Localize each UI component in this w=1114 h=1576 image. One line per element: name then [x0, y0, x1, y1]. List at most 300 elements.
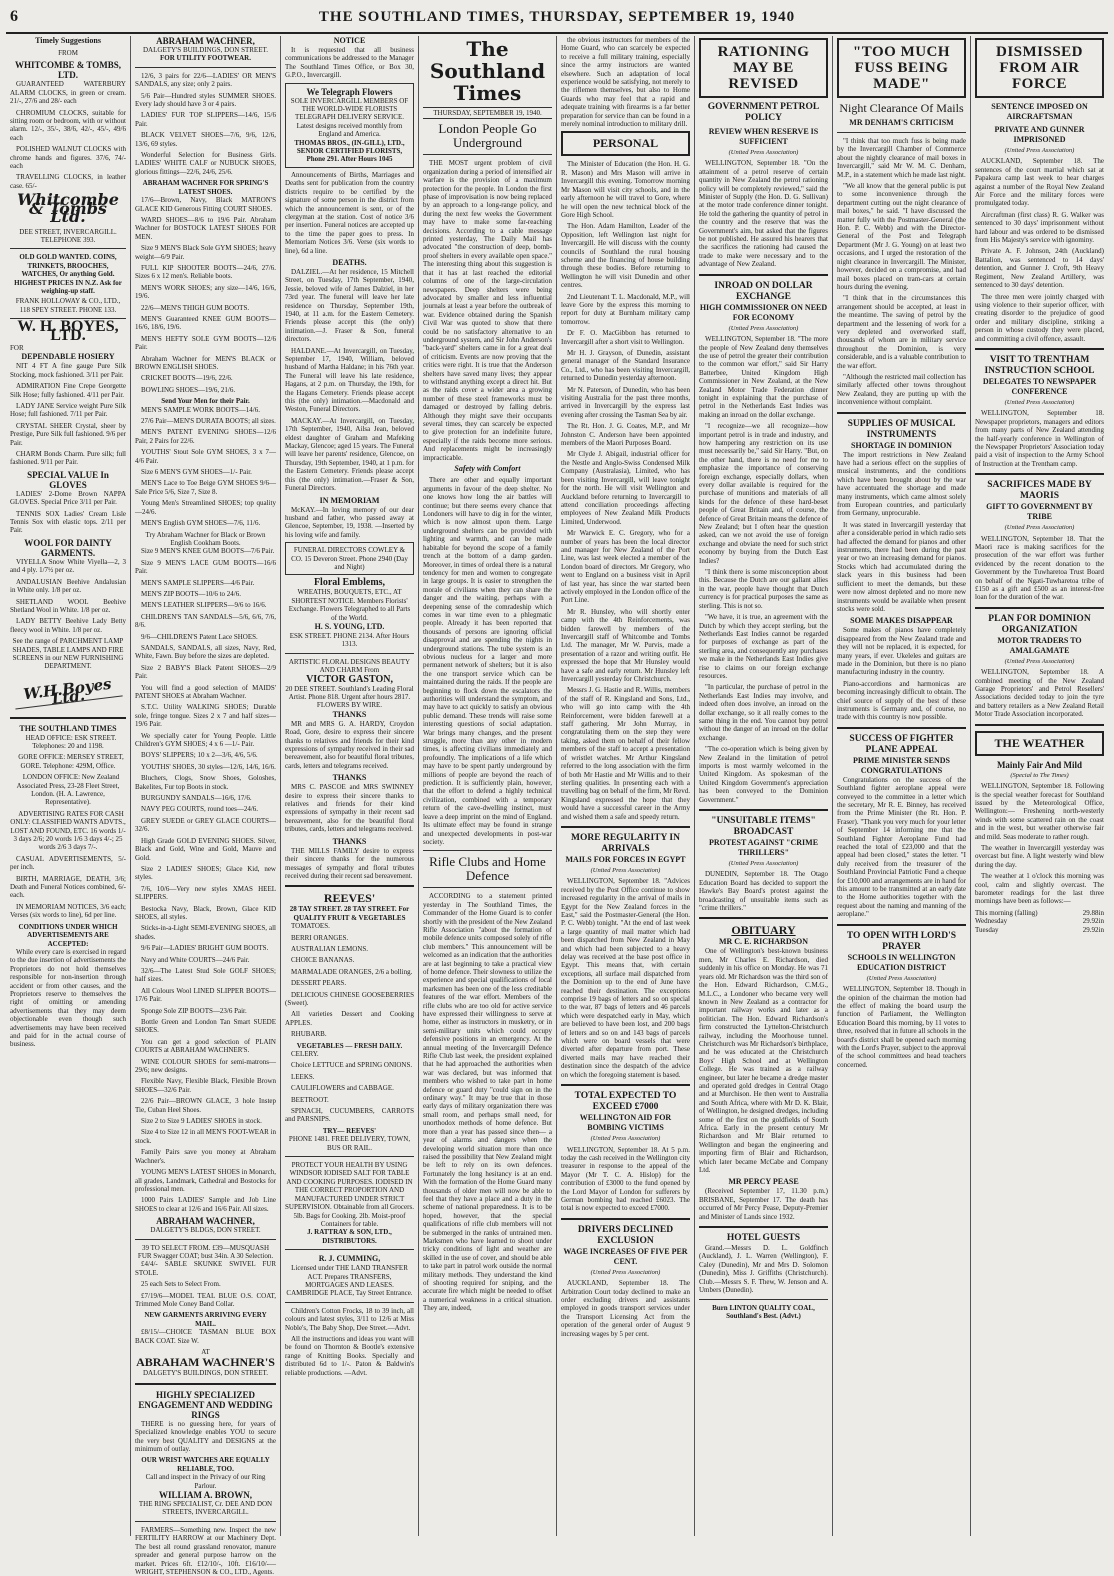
- exchange-paragraph: "In particular, the purchase of petrol in the Netherlands East Indies may involve, and indeed often does involve, an inroad on the dollar exchange, so it all really comes to the same thing in the end. You cannot buy petrol without the danger of an inroad on the dollar exchange.: [699, 683, 828, 742]
- footwear-line: CHILDREN'S TAN SANDALS—5/6, 6/6, 7/6, 8/6.: [135, 612, 276, 630]
- office-info: LONDON OFFICE: New Zealand Associated Press, 23-28 Fleet Street, London. (H. A. Lawrence, Representative).: [16, 773, 120, 807]
- night-clearance: Night Clearance Of Mails: [839, 101, 964, 115]
- wellington-aid: WELLINGTON AID FOR BOMBING VICTIMS: [579, 1113, 672, 1133]
- footwear-line: Bestocka Navy, Black, Brown, Glace KID SHOES, all styles.: [135, 904, 276, 921]
- barometer-value: 29.92in: [1082, 925, 1104, 934]
- safety-subhead: Safety with Comfort: [454, 464, 521, 474]
- footwear-line: S.T.C. Utility WALKING SHOES; Durable sole, fringe tongue. Sizes 2 x 7 and half sizes—19/6 Pair.: [135, 703, 276, 729]
- floral-heading: Floral Emblems,: [313, 577, 386, 589]
- motor-subhead: MOTOR TRADERS TO AMALGAMATE: [997, 635, 1082, 655]
- personal-paragraph: The Rt. Hon. J. G. Coates, M.P., and Mr Johnston C. Anderson have been appointed members of the Maori Purposes Board.: [561, 422, 690, 448]
- footwear-line: BOYS' SLIPPERS; 10 x 2—3/6, 4/6, 5/6.: [141, 751, 258, 760]
- notice-text: It is requested that all business communications be addressed to the Manager The Southland Times Office, or Box 30, G.P.O., Invercargill.: [285, 46, 414, 80]
- barometer-value: 29.92in: [1082, 917, 1104, 926]
- fur-line: £7/19/6—MODEL TEAL BLUE O.S. COAT, Trimmed Mole Coney Band Collar.: [135, 1291, 276, 1308]
- personal-paragraph: Mr N. Paterson, of Dunedin, who has been visiting Australia for the past three months, arrived in Invercargill by the express last evening after crossing the Tasman Sea by air.: [561, 385, 690, 419]
- produce-item: DESSERT PEARS.: [291, 979, 347, 988]
- plan-text: WELLINGTON, September 18. A combined meeting of the New Zealand Garage Proprietors' and Petrol Resellers' Associations decided today to join the tyre and battery retailers as a New Zealand Retail Motor Trade Association incorporated.: [975, 668, 1104, 719]
- footwear-line: LADIES' FUR TOP SLIPPERS—14/6, 15/6 Pair.: [135, 111, 276, 128]
- press-credit: (United Press Association): [1004, 657, 1075, 665]
- office-info: GORE OFFICE: MERSEY STREET, GORE. Telephone: 429M, Office.: [18, 753, 124, 770]
- special-value-heading: SPECIAL VALUE In GLOVES: [27, 469, 109, 490]
- instruments-text: The import restrictions in New Zealand have had a serious effect on the supplies of musical instruments, and the conditions which have been brought about by the war have accentuated the shortage and made many instruments, which came almost solely from European countries, and particularly from Germany, unprocurable.: [837, 450, 966, 518]
- regularity-headline: MORE REGULARITY IN ARRIVALS: [571, 832, 680, 854]
- forecast-text: WELLINGTON, September 18. Following is the special weather forecast for Southland issued by the Meteorological Office, Wellington:— Freshening north-westerly winds with some scattered rain on the coast and in the west, but weather otherwise fair and mild. Seas moderate to rather rough.: [975, 782, 1104, 841]
- footwear-line: Size 2 to Size 9 LADIES' SHOES in stock.: [141, 1117, 262, 1126]
- press-credit: (United Press Association): [590, 866, 661, 874]
- prayer-text: WELLINGTON, September 18. Though in the opinion of the chairman the motion had the effect of making the board usurp the function of Parliament, the Wellington Education Board this morning, by 11 votes to three, resolved that in future all schools in the board's district shall be opened each morning with the Lord's Prayer, subject to the approval of the school committees and head teachers concerned.: [837, 985, 966, 1069]
- footwear-line: MEN'S SAMPLE WORK BOOTS—14/6.: [141, 405, 260, 414]
- personal-paragraph: Mr Clyde J. Abigail, industrial officer for the Nestle and Anglo-Swiss Condensed Milk Company (Australasia), Limited, who has been visiting Invercargill, will leave tonight for the north. He will visit Wellington and Auckland before returning to Invercargill to attend conciliation proceedings affecting employees of New Zealand Milk Products Limited, Underwood.: [561, 450, 690, 526]
- wage-subhead: WAGE INCREASES OF FIVE PER CENT.: [563, 1246, 688, 1266]
- wool-item: SHETLAND WOOL Beehive Shetland Wool in White. 1/8 per oz.: [10, 597, 126, 614]
- fur-line: £8/15/—CHOICE TASMAN BLUE BOX BACK COAT. Size W.: [135, 1328, 276, 1345]
- footwear-line: Family Pairs save you money at Abraham Wachner's.: [135, 1148, 276, 1165]
- clock-ad: TRAVELLING CLOCKS, in leather case. 65/-: [10, 173, 126, 190]
- death-notice: DALZIEL.—At her residence, 15 Mitchell Street, on Tuesday, 17th September, 1940, Jessie, beloved wife of James Dalziel, in her 73rd year. The funeral will leave her late residence on Thursday, September 19th, 1940, at 11 a.m. for the Eastern Cemetery. Friends please accept this (the only) intimation.—J. Fraser & Son, funeral directors.: [285, 267, 414, 344]
- ring-parlour: Call and inspect in the Privacy of our Ring Parlour.: [145, 1473, 266, 1490]
- press-credit: (United Press Association): [1004, 147, 1075, 154]
- wool-item: VIYELLA Snow White Viyella—2, 3 and 4 ply. 1/7½ per oz.: [10, 557, 126, 575]
- produce-item: RHUBARB.: [291, 1030, 327, 1039]
- mails-text: WELLINGTON, September 18. "Advices received by the Post Office continue to show increased regularity in the arrival of mails in Egypt for the New Zealand forces in the East," said the Postmaster-General (the Hon. P. C. Webb) tonight. "At the end of last week a large quantity of mail matter which had been dispatched from New Zealand in May and which had been subjected to a heavy delay was received at the base post office in Egypt. This means that, with certain exceptions, all surface mail dispatched from the Dominion up to the end of June have reached their destination. The exceptions comprise 19 bags of letters and so on special to the war, 87 bags of letters and 46 parcels which were despatched early in May, which are believed to have been lost, and 200 bags of letters and so on and 143 bags of parcels which were on board vessels that were diverted after departure from port. These diverted mails may have reached their destination since the despatch of the advice on which the foregoing statement is based.: [561, 877, 690, 1079]
- press-credit: (United Press Association): [590, 1268, 661, 1276]
- footwear-line: BLACK VELVET SHOES—7/6, 9/6, 12/6, 13/6, 69 styles.: [135, 131, 276, 148]
- footwear-line: 17/6—Brown, Navy, Black MATRON'S GLACE KID Generous Fitting COURT SHOES.: [135, 196, 276, 213]
- footwear-line: MEN'S Guaranteed KNEE GUM BOOTS—16/6, 18/6, 19/6.: [135, 314, 276, 332]
- total-headline: TOTAL EXPECTED TO EXCEED £7000: [574, 1091, 677, 1113]
- southland-times-logo: The Southland Times: [429, 37, 546, 105]
- yesterday-weather: The weather in Invercargill yesterday was overcast but fine. A light westerly wind blew during the day.: [975, 843, 1104, 869]
- footwear-line: 27/6 Pair—MEN'S DURATA BOOTS; all sizes.: [141, 417, 276, 426]
- makes-text: Piano-accordions and harmonicas are becoming increasingly difficult to obtain. The chief source of supply of the best of these instruments is Germany and, of course, no trade with this country is now possible.: [837, 679, 966, 722]
- rattray-name: J. RATTRAY & SON, LTD., DISTRIBUTORS.: [307, 1228, 392, 1245]
- hotel-text: Grand.—Messrs D. L. Goldfinch (Auckland), J. L. Warren (Wellington), F. Caley (Dunedin), Mr and Mrs D. Solomon (Dunedin), Miss J. Griffiths (Christchurch). Club.—Messrs S. F. Thew, W. Jenson and A. Umbers (Dunedin).: [699, 1244, 828, 1295]
- deaths-heading: DEATHS.: [332, 257, 367, 267]
- editorial-paragraph: ACCORDING to a statement printed yesterday in The Southland Times, the Commander of the Home Guard is to confer shortly with the president of the New Zealand Rifle Association "about the formation of mobile defence units composed solely of rifle club members." This announcement will be welcomed as an indication that the authorities are at last beginning to take a practical view of home defence. Their slowness to utilize the experience and special qualifications of local marksmen has been one of the less creditable features of the war effort. Members of the rifle clubs who are too old for active service have expressed their willingness to serve at home, either as instructors in musketry, or in semi-military units which could occupy defensive positions in an emergency. At the annual meeting of the Invercargill Defence Rifle Club last week, the president explained that he had approached the authorities when war was declared, but was informed that members who wished to take part in home defence or guard duty "could sign on in the ordinary way." It may be true that in those early days of military organization there was small room, and perhaps small need, for unorthodox methods of home defence. But more than a year has passed since then— a year of alarms and dangers when the developing world situation more than once raised the possibility that New Zealand might be left to rely on its own defences. Fortunately the long hesitancy is at an end. With the formation of the Home Guard many thousands of older men will now be able to feel that they have a place and a duty in the scheme of national preparedness. It is to be hoped, however, that the special qualifications of rifle club members will not be submerged in the ranks of untrained men. Marksmen who have learned to shoot under tricky conditions of light and weather are skilled in the use of cover, and should be able to take part in patrol work outside the normal military methods. They understand the kind of shooting required for sniping, and the accurate fire which might be needed to offset a numerical weakness in a critical situation. They are, indeed,: [423, 892, 552, 1313]
- memoriam-heading: IN MEMORIAM: [319, 495, 380, 505]
- barometer-intro: The weather at 1 o'clock this morning was cool, calm and slightly overcast. The barometer readings for the last three mornings have been as follows:—: [975, 872, 1104, 906]
- timely-heading: Timely Suggestions: [35, 36, 101, 45]
- fuss-headline: "TOO MUCH FUSS BEING MADE": [837, 38, 966, 98]
- announcement-rules: Announcements of Births, Marriages and Deaths sent for publication from the country districts require to be certified by the signature of some person in the district from which the announcement is sent, or of the clergyman at the station. Cost of notice 3/6 per insertion. Funeral notices are accepted up to the time the paper goes to press. In Memoriam Notices 3/6. Verse (six words to line), 6d a line.: [285, 170, 414, 255]
- frank-holloway: FRANK HOLLOWAY & CO., LTD., 118 SPEY STREET. PHONE 133.: [15, 297, 121, 314]
- young-address: ESK STREET. PHONE 2134. After Hours 1313.: [289, 631, 410, 649]
- success-text: Congratulations on the success of the Southland fighter aeroplane appeal were conveyed to the committee in a letter which the secretary, Mr R. E. Binney, has received from the Prime Minister (the Rt. Hon. P. Fraser). "Thank you very much for your letter of September 14 informing me that the Southland Fighter Aeroplane Fund had reached the total of £23,000 and that the appeal had been closed," states the letter. "I duly received from the treasurer of the Southland Provincial Patriotic Fund a cheque for £10,000 and arrangements are in hand for this amount to be transmitted at an early date to the Home authorities together with the request about the naming and manning of the aeroplane.": [837, 775, 966, 919]
- column-7: [833, 36, 971, 1536]
- denham-paragraph: "I think that too much fuss is being made by the Invercargill Chamber of Commerce about the nightly clearance of mail boxes in Invercargill," said Mr W. M. C. Denham, M.P., in a statement which he made last night.: [837, 137, 966, 179]
- vegetable-item: SPINACH, CUCUMBERS, CARROTS and PARSNIPS.: [285, 1107, 414, 1124]
- salt-ad: PROTECT YOUR HEALTH BY USING WINDSOR IODISED SALT FOR TABLE AND COOKING PURPOSES. IODISED IN THE CORRECT PROPORTION AND MANUFACTURED UNDER STRICT SUPERVISION. Obtainable from all Grocers. 5lb. Bags for Cooking. 2lb. Moist-proof Containers for table.: [285, 1161, 414, 1228]
- footwear-line: MEN'S WORK SHOES; any size—14/6, 16/6, 19/6.: [135, 283, 276, 301]
- victor-address: 20 DEE STREET. Southland's Leading Floral Artist. Phone 818. Urgent after hours 2817. FLOWERS BY WIRE.: [285, 684, 414, 710]
- footwear-line: MEN'S SAMPLE SLIPPERS—4/6 Pair.: [141, 578, 255, 587]
- vegetable-item: BEETROOT.: [291, 1095, 329, 1104]
- vegetable-list: [285, 1050, 414, 1124]
- barometer-label: This morning (falling): [975, 908, 1038, 917]
- wachner-address: DALGETY'S BUILDINGS, DON STREET.: [143, 46, 268, 54]
- private-subhead: PRIVATE AND GUNNER IMPRISONED: [994, 125, 1085, 144]
- press-credit: (United Press Association): [1004, 398, 1075, 406]
- clock-ad: POLISHED WALNUT CLOCKS with chrome hands and figures. 37/6, 74/- each: [10, 145, 126, 171]
- advertising-rates: ADVERTISING RATES FOR CASH ONLY: CLASSIFIED WANTS ADVTS., LOST AND FOUND, ETC. 16 words 1/- 3 days 2/6; 20 words 1/6 3 days 4/-; 25 words 2/6 3 days 7/-.: [10, 809, 126, 852]
- clock-ad: GUARANTEED WATERBURY ALARM CLOCKS, in green or cream. 21/-, 27/6 and 28/- each: [10, 80, 126, 106]
- thanks-heading: THANKS: [332, 773, 367, 783]
- brown-address: THE RING SPECIALIST, Cr. DEE AND DON STREETS, INVERCARGILL.: [138, 1500, 273, 1517]
- barometer-row: [975, 917, 1104, 925]
- footwear-line: Bottle Green and London Tan Smart SUEDE SHOES.: [135, 1018, 276, 1035]
- vegetables-heading: VEGETABLES — FRESH DAILY.: [296, 1041, 403, 1050]
- dollar-exchange-text: [699, 335, 828, 804]
- trentham-headline: VISIT TO TRENTHAM INSTRUCTION SCHOOL: [984, 354, 1095, 376]
- hotel-heading: HOTEL GUESTS: [726, 1233, 801, 1244]
- footwear-line: 32/6—The Latest Stud Sole GOLF SHOES; half sizes.: [135, 966, 276, 984]
- fur-select: 39 TO SELECT FROM. £39—MUSQUASH FUR Swagger COAT; bust 34in. A 30 Selection.: [137, 1243, 274, 1260]
- footwear-line: 9/6—CHILDREN'S Patent Lace SHOES.: [141, 632, 258, 641]
- footwear-line: Size 9 MEN'S LACE GUM BOOTS—16/6 Pair.: [135, 558, 276, 576]
- footwear-line: Sticks-in-a-Light SEMI-EVENING SHOES, all shades.: [135, 924, 276, 941]
- column-2: [131, 36, 281, 1576]
- high-commissioner-subhead: HIGH COMMISSIONER ON NEED FOR ECONOMY: [699, 302, 828, 322]
- barometer-label: Tuesday: [975, 925, 999, 934]
- try-wachner: Try Abraham Wachner for Black or Brown English Cookham Boots.: [145, 530, 266, 547]
- footwear-line: 22/6—MEN'S THIGH GUM BOOTS.: [141, 303, 250, 312]
- footwear-line: High Grade GOLD EVENING SHOES. Silver, Black and Gold, Wine and Gold, Mauve and Gold.: [135, 836, 276, 862]
- reeves-name: REEVES': [323, 891, 376, 906]
- footwear-line: Size 9 MEN'S KNEE GUM BOOTS—7/6 Pair.: [141, 547, 275, 556]
- whitcombe-telephone: TELEPHONE 393.: [40, 235, 96, 244]
- hosiery-heading: DEPENDABLE HOSIERY: [21, 352, 115, 362]
- column-4: [419, 36, 557, 1536]
- old-gold-ad: OLD GOLD WANTED. COINS, TRINKETS, BROOCHES, WATCHES, Or anything Gold. HIGHEST PRICES IN N.Z. Ask for weighing-up staff.: [14, 253, 122, 295]
- footwear-line: MEN'S ZIP BOOTS—10/6 to 24/6.: [141, 589, 241, 598]
- personal-paragraph: The Hon. Adam Hamilton, Leader of the Opposition, left Wellington last night for Invercargill. He will discuss with the county councils of Southland the rural housing scheme and the financing of house building through these bodies. Before returning to Wellington he will visit Dunedin and other centres.: [561, 222, 690, 290]
- conditions-heading: CONDITIONS UNDER WHICH ADVERTISEMENTS ARE ACCEPTED:: [18, 922, 118, 948]
- new-garments: NEW GARMENTS ARRIVING EVERY MAIL.: [144, 1311, 267, 1328]
- vegetable-item: CAULIFLOWERS and CABBAGE.: [291, 1084, 394, 1093]
- brown-name: WILLIAM A. BROWN,: [158, 1490, 252, 1501]
- makes-subhead: SOME MAKES DISAPPEAR: [850, 616, 953, 626]
- utility-footwear: FOR UTILITY FOOTWEAR.: [160, 54, 251, 63]
- pease-text: (Received September 17, 11.30 p.m.) BRISBANE, September 17. The death has occurred of Mr Percy Pease, Deputy-Premier and Minister of Lands since 1932.: [699, 1187, 828, 1221]
- personal-paragraph: 2nd Lieutenant T. L. Macdonald, M.P., will leave Gore by the express this morning to report for duty at Burnham military camp tomorrow.: [561, 292, 690, 326]
- footwear-line: WINE COLOUR SHOES for semi-matrons—29/6; new designs.: [135, 1057, 276, 1075]
- wachner-heading: ABRAHAM WACHNER,: [156, 36, 255, 46]
- reeves-phone: PHONE 1481. FREE DELIVERY, TOWN, BUS OR RAIL.: [288, 1135, 411, 1152]
- office-info: HEAD OFFICE: ESK STREET. Telephones: 20 and 1198.: [25, 733, 117, 750]
- editorial-continuation: the obvious instructors for members of the Home Guard, who can scarcely be expected to receive a full military training, especially since the army instructors are wanted elsewhere. Such an adaptation of local experience would be satisfying, not merely to the riflemen themselves, but also to Home Guards who may feel that a rapid and adequate training with firearms is a far better preparation for service than can be found in a merely nominal introduction to military drill.: [561, 36, 690, 129]
- thomas-bros: THOMAS BROS., (IN-GILL), LTD., SENIOR CERTIFIED FLORISTS, Phone 291. After Hours 1045: [294, 138, 405, 164]
- hosiery-item: NIT 4 FT A fine gauge Pure Silk Stocking, mock fashioned. 3/11 per Pair.: [10, 362, 126, 379]
- inroad-headline: INROAD ON DOLLAR EXCHANGE: [714, 280, 813, 302]
- wrist-watches: OUR WRIST WATCHES ARE EQUALLY RELIABLE, TOO.: [141, 1456, 270, 1473]
- denham-subhead: MR DENHAM'S CRITICISM: [849, 118, 954, 127]
- footwear-line: YOUTHS' SHOES, 30 styles—12/6, 14/6, 16/6.: [141, 762, 276, 771]
- page-masthead: [6, 8, 1108, 34]
- footwear-line: You will find a good selection of MAIDS' PATENT SHOES at Abraham Wachner.: [135, 683, 276, 700]
- rings-heading: HIGHLY SPECIALIZED ENGAGEMENT AND WEDDING RINGS: [138, 1389, 273, 1420]
- reeves-address: 28 TAY STREET. 28 TAY STREET. For QUALITY FRUIT & VEGETABLES: [289, 905, 410, 922]
- column-1: [6, 36, 131, 1536]
- clock-ads: [10, 80, 126, 190]
- footwear-line: Sponge Sole ZIP BOOTS—23/6 Pair.: [141, 1006, 247, 1015]
- thanks-notice: MR and MRS G. A. HARDY, Croydon Road, Gore, desire to express their sincere thanks to relatives and friends for their kind expressions of sympathy received in their sad bereavement, also for beautiful floral tributes, cards, letters and telegrams received.: [285, 719, 414, 770]
- footwear-line: Size 2 LADIES' SHOES; Glace Kid, new styles.: [135, 864, 276, 882]
- plan-headline: PLAN FOR DOMINION ORGANIZATION: [988, 613, 1091, 635]
- personal-paragraph: The Minister of Education (the Hon. H. G. R. Mason) and Mrs Mason will arrive in Invercargill this evening. Tomorrow morning Mr Mason will visit city schools, and in the early afternoon he will travel to Gore, where he will open the new technical block of the Gore High School.: [561, 160, 690, 219]
- maoris-headline: SACRIFICES MADE BY MAORIS: [987, 480, 1092, 502]
- gift-subhead: GIFT TO GOVERNMENT BY TRIBE: [986, 502, 1093, 522]
- birth-rates: BIRTH, MARRIAGE, DEATH, 3/6; Death and Funeral Notices combined, 6/- each.: [10, 874, 126, 900]
- wool-item: LADY BETTY Beehive Lady Betty fleecy wool in White. 1/8 per oz.: [10, 617, 126, 634]
- wachner-address-2: DALGETY'S BLDGS, DON STREET.: [150, 1226, 261, 1235]
- success-headline: SUCCESS OF FIGHTER PLANE APPEAL: [849, 733, 954, 755]
- personal-paragraph: Mr Warwick E. C. Gregory, who for a number of years has been the local director and manager for New Zealand of the Port Line, was last week elected a member of the London board of directors. Mr Gregory, who went to England on a business visit in April of last year, has since the war started been actively employed in the London office of the Port Line.: [561, 529, 690, 605]
- footwear-line: BURGUNDY SANDALS—16/6, 17/6.: [141, 794, 252, 803]
- footwear-line: YOUTHS' Stout Sole GYM SHOES, 3 x 7—4/6 Pair.: [135, 448, 276, 465]
- footwear-line: YOUNG MEN'S LATEST SHOES in Monarch, all grades, Landmark, Cathedral and Bostocks for professional men.: [135, 1168, 276, 1193]
- whitcombe-logo: Whitcombe & Tombs Ltd.: [17, 190, 119, 227]
- makes-text: Some makes of pianos have completely disappeared from the New Zealand trade and they will not be replaced, it is expected, for many years, if ever. Ukeleles and guitars are made in the Dominion, but there is no piano manufacturing industry in the country.: [837, 626, 966, 677]
- denham-paragraph: "I think that in the circumstances this arrangement should be accepted, at least in the meantime. The saving of petrol by the department and the lessening of work for a very depleted and overworked staff, thousands of whom are in military service throughout the Dominion, is very considerable, and is a valuable contribution to the war effort.: [837, 294, 966, 370]
- vegetable-item: Choice LETTUCE and SPRING ONIONS.: [291, 1061, 413, 1070]
- personal-heading: PERSONAL: [561, 131, 690, 156]
- telegraph-text: SOLE INVERCARGILL MEMBERS OF THE WORLD-WIDE FLORISTS TELEGRAPH DELIVERY SERVICE. Latest designs received monthly from England and America.: [290, 96, 409, 139]
- exchange-paragraph: "We have, it is true, an agreement with the Dutch by which they accept sterling, but the Netherlands East Indies cannot be regarded for purposes of exchange as part of the sterling area, and consequently any purchases we make in the Netherlands East Indies give rise to claims on our foreign exchange resources.: [699, 613, 828, 680]
- pease-name: MR PERCY PEASE: [728, 1177, 799, 1187]
- produce-item: BERRI ORANGES.: [291, 933, 349, 942]
- schools-subhead: SCHOOLS IN WELLINGTON EDUCATION DISTRICT: [847, 952, 956, 972]
- footwear-line: MEN'S PATENT EVENING SHOES—12/6 Pair, 2 Pairs for 22/6.: [135, 428, 276, 445]
- footwear-line: 9/6 Pair—LADIES' BRIGHT GUM BOOTS.: [141, 944, 269, 953]
- thanks-heading: THANKS: [332, 836, 367, 846]
- footwear-line: SANDALS, SANDALS, all sizes, Navy, Red, White, Fawn. Buy before the sizes are depleted.: [135, 643, 276, 661]
- footwear-line: WARD SHOES—8/6 to 19/6 Pair. Abraham Wachner for BOSTOCK LATEST SHOES FOR MEN.: [135, 215, 276, 241]
- obituary-text: One of Wellington's best-known business men, Mr Charles E. Richardson, died suddenly in his office on Monday. He was 71 years old. Mr Richardson was the third son of the Hon. Edward Richardson, C.M.G., M.L.C., a Londoner who became very well known in New Zealand as a contractor for important railway works and later as a politician. The Hon. Edward Richardson's firm constructed the Lyttelton-Christchurch railway, including the Moorhouse tunnel. Christchurch was Mr Richardson's birthplace, and he was educated at the Christchurch Boys' High School and at Wellington College. He was trained as a railway engineer, but later he became a dredge master and operated gold dredges in Central Otago and at Murchison. He then went to Australia and South Africa, where with Mr D. K. Blair, of Wellington, he designed dredges, including some of the first on the goldfields of South Africa. Early in the present century Mr Richardson and Mr Blair returned to Wellington and began the engineering and importing firm of Blair and Richardson, which later became McCabe and Company Ltd.: [699, 947, 828, 1175]
- hosiery-item: CRYSTAL SHEER Crystal, sheer by Prestige, Pure Silk full fashioned. 9/6 per Pair.: [10, 421, 126, 447]
- dismissed-headline: DISMISSED FROM AIR FORCE: [975, 38, 1104, 98]
- press-credit: (United Press Association): [728, 149, 799, 156]
- cowley-ad: FUNERAL DIRECTORS COWLEY & CO. 15 Deveron Street. Phone 2940 (Day and Night): [285, 542, 414, 575]
- footwear-line: MEN'S English GYM SHOES—7/6, 11/6.: [141, 519, 261, 528]
- whitcombe-address: DEE STREET, INVERCARGILL.: [19, 227, 117, 236]
- rifle-headline: Rifle Clubs and Home Defence: [429, 854, 546, 884]
- denham-text: [837, 137, 966, 407]
- exchange-paragraph: "I think there is some misconception about this. Because the Dutch are our gallant allies in the war, people have thought that Dutch currency is for practical purposes the same as sterling. This is not so.: [699, 568, 828, 610]
- boyes-name: W. H. BOYES, LTD.: [17, 318, 119, 344]
- footwear-line: 5/6 Pair—Hundred styles SUMMER SHOES. Every lady should have 3 or 4 pairs.: [135, 91, 276, 109]
- coal-ad: Burn LINTON QUALITY COAL, Southland's Best. (Advt.): [712, 1303, 815, 1320]
- boyes-logo: W.H.Boyes Ltd.: [13, 678, 122, 709]
- aid-text: WELLINGTON, September 18. At 5 p.m. today the cash received in the Wellington city treasurer in response to the appeal of the Mayor (Mr T. C. A. Hislop) for the contribution of £3000 to the fund opened by the Lord Mayor of London for sufferers by German bombing had reached £6023. The total is now expected to exceed £7000.: [561, 1145, 690, 1213]
- southland-times-heading: THE SOUTHLAND TIMES: [19, 723, 117, 733]
- produce-item: MARMALADE ORANGES, 2/6 a bolling.: [291, 967, 413, 976]
- london-headline: London People Go Underground: [438, 121, 537, 151]
- footwear-line: MEN'S HEFTY SOLE GYM BOOTS—12/6 Pair.: [135, 334, 276, 352]
- footwear-line: Bluchers, Clogs, Snow Shoes, Goloshes, Bakelites, Fur top Boots in stock.: [135, 774, 276, 791]
- mainly-fair: Mainly Fair And Mild: [996, 759, 1083, 770]
- footwear-line: Wonderful Selection for Business Girls. LADIES' WHITE CALF or NUBUCK SHOES, glorious fittings—22/6, 24/6, 25/6.: [135, 151, 276, 176]
- supplies-headline: SUPPLIES OF MUSICAL INSTRUMENTS: [847, 418, 956, 440]
- cumming-text: Licensed under THE LAND TRANSFER ACT. Prepares TRANSFERS, MORTGAGES AND LEASES. CAMBRIDGE PLACE, Tay Street Entrance.: [286, 1264, 413, 1298]
- vegetable-item: LEEKS.: [291, 1072, 315, 1081]
- at-label: AT: [201, 1348, 210, 1356]
- editorial-paragraph: There are other and equally important arguments in favour of the deep shelter. No one knows how long the air battles will continue; but there seems every chance that Londoners will have to dig in for the winter, which is now almost upon them. Large underground shelters can be provided with lighting and warmth, and can be made habitable for beyond the scope of a family trench at the bottom of a damp garden. Moreover, in times of ordeal there is a natural tendency for men and women to congregate in large groups. It is easier to strengthen the morale of civilians when they can share the danger and the waiting, perhaps with a deepening sense of the comradeship which comes in war time even to a phlegmatic people. Already it has been reported that thousands of persons are ignoring official disapproval and are spending the nights in underground stations. The tube system is an obvious nucleus for a larger and more permanent network of shelters; but it is also the one transport service which can be maintained during the raids. If the people are beginning to flock down the escalators the authorities will understand the symptom, and may have to act quickly to satisfy an obvious public demand. These trends will raise some interesting questions of social adaptation. War brings many changes, and the present struggle, more than any other in modern times, is affecting civilians immediately and profoundly. The implications of a life which may have to be spent partly underground by millions of people are beyond the reach of prediction. It is sufficiently plain, however, that the effort to defend a highly technical civilization, combined with a temporary return of the cave-dwelling instinct, must leave a deep imprint on the mind of England. Its ultimate effect may be found in strange and unexpected developments in post-war society.: [423, 476, 552, 846]
- obituary-heading: OBITUARY: [731, 923, 796, 938]
- wool-heading: WOOL FOR DAINTY GARMENTS.: [24, 537, 112, 558]
- footwear-line: MEN'S Lace to Toe Beige GYM SHOES 9/6—Sale Price 5/6, Size 7, Size 8.: [135, 479, 276, 496]
- gloves-item: TENNIS SOX Ladies' Cream Lisle Tennis Sox with elastic tops. 2/11 per Pair.: [10, 509, 126, 535]
- victor-name: VICTOR GASTON,: [306, 673, 393, 685]
- hosiery-item: ADMIRATION Fine Crepe Georgette Silk Hose; fully fashioned. 4/11 per Pair.: [10, 382, 126, 399]
- instruments-text: It was stated in Invercargill yesterday that after a considerable period in which radio sets had affected the demand for pianos and other instruments, there had been during the past year or two an increasing demand for pianos. Stocks which had accumulated during the slack years in this business had been sufficient to meet the demands, but these were now almost depleted and no more new instruments would be available when present stocks were sold.: [837, 520, 966, 613]
- frocks-ad: Children's Cotton Frocks, 18 to 39 inch, all colours and latest styles, 3/11 to 12/6 at Miss Noble's, The Baby Shop, Dee Street.—Advt.: [285, 1306, 414, 1332]
- footwear-line: You can get a good selection of PLAIN COURTS at ABRAHAM WACHNER'S.: [135, 1037, 276, 1055]
- unsuitable-text: DUNEDIN, September 18. The Otago Education Board has decided to support the Hawke's Bay Board's protest against the broadcasting of unsuitable items such as "crime thrillers.": [699, 870, 828, 913]
- court-martial-paragraph: Private A. F. Johnson, 24th (Auckland) Battalion, was sentenced to 14 days' detention, and Gunner J. Croft, 9th Heavy Regiment, New Zealand Artillery, was sentenced to 30 days' detention.: [975, 247, 1104, 290]
- barometer-value: 29.88in: [1082, 908, 1104, 917]
- sentence-subhead: SENTENCE IMPOSED ON AIRCRAFTSMAN: [991, 102, 1088, 121]
- spring-shoes: ABRAHAM WACHNER FOR SPRING'S LATEST SHOES.: [142, 179, 269, 196]
- boyes-for: FOR: [10, 343, 24, 352]
- barometer-label: Wednesday: [975, 917, 1008, 926]
- produce-item: AUSTRALIAN LEMONS.: [291, 944, 368, 953]
- footwear-line: Navy and White COURTS—24/6 Pair.: [141, 955, 250, 964]
- knitting-ad: All the instructions and ideas you want will be found on Thornton & Bootle's extensive range of Knitting Books. Specially and distributed 6d to 1/-. Paton & Baldwin's reliable productions. —Advt.: [285, 1334, 414, 1377]
- personal-paragraph: Mr R. Hunsley, who will shortly enter camp with the 4th Reinforcements, was bidden farewell by members of the Invercargill staff of Whitcombe and Tombs Ltd. The manager, Mr W. Purvis, made a presentation of a razor and writing outfit. He expressed the hope that Mr Hunsley would have a safe and early return. Mr Hunsley left Invercargill yesterday for Christchurch.: [561, 607, 690, 684]
- wachner-address-3: DALGETY'S BUILDINGS, DON STREET.: [143, 1369, 268, 1378]
- footwear-line: Abraham Wachner for MEN'S BLACK or BROWN ENGLISH SHOES.: [135, 354, 276, 371]
- footwear-line: BOWLING SHOES—19/6, 21/6.: [141, 385, 236, 394]
- footwear-list-3: [135, 406, 276, 528]
- footwear-line: Size 2 BABY'S Black Patent SHOES—2/9 Pair.: [135, 663, 276, 681]
- footwear-line: All Colours Wool LINED SLIPPER BOOTS—17/6 Pair.: [135, 986, 276, 1004]
- press-credit: (United Press Association): [728, 860, 799, 868]
- personal-paragraph: Dr F. O. MacGibbon has returned to Invercargill after a short visit to Wellington.: [561, 329, 690, 346]
- produce-item: CHOICE BANANAS.: [291, 956, 355, 965]
- editorial-paragraph: THE MOST urgent problem of civil organization during a period of intensified air warfare is the provision of a maximum protection for the people. In London the first phase of improvisation is now being replaced by an approach to a long-range policy, and during the next few weeks the Government may have to make some far-reaching decisions. According to a cable message printed yesterday, The Daily Mail has advocated "the construction of deep, bomb-proof shelters in every available open space." The interesting thing about this suggestion is that it has at last reached the editorial columns of one of the large-circulation newspapers. Deep shelters were being advocated by smaller and less influential journals at least a year before the outbreak of war. Evidence obtained during the Spanish Civil War was quoted to show that there could be no satisfactory alternative to an underground system, and Sir John Anderson's "back-yard" shelters came in for a great deal of criticism. Events are now proving that the critics were right. It is true that the Anderson shelters have saved many lives; they appear to withstand anything except a direct hit. But as the raids cover a wider area a growing number of these steel frameworks must be damaged or destroyed by falling debris. Although they might save their occupants several times, they can scarcely be expected to give protection for an indefinite future, especially if the raids become more serious. And replacements might be increasingly impracticable.: [423, 159, 552, 462]
- footwear-line: 7/6, 10/6—Very new styles XMAS HEEL SLIPPERS.: [135, 884, 276, 902]
- conditions-text: While every care is exercised in regard to the due insertion of advertisements the Proprietors do not hold themselves responsible for non-insertion through accident or from other causes, and the Proprietors reserve to themselves the right of omitting or amending advertisements that they may deem objectionable even though such advertisements may have been received and paid for in the actual course of business.: [10, 947, 126, 1049]
- personal-paragraph: Messrs J. G. Hastie and R. Willis, members of the staff of R. Kingsland and Sons, Ltd., who will go into camp with the 4th Reinforcement, were bidden farewell at a staff gathering. Mr John Murray, in congratulating them on the step they were taking, asked them on behalf of their fellow members of the staff to accept a presentation of wristlet watches. Mr Arthur Kingsland referred to the long association with the firm of both Mr Hastie and Mr Willis and to their sterling qualities. In presenting each with a travelling bag on behalf of the firm, Mr Revd. Kingsland expressed the hope that they would have a successful career in the Army and wished them a safe and speedy return.: [561, 686, 690, 821]
- wool-item: ANDALUSIAN Beehive Andalusian in White only. 1/8 per oz.: [10, 577, 126, 595]
- produce-item: DELICIOUS CHINESE GOOSEBERRIES (Sweet).: [285, 990, 414, 1007]
- exchange-paragraph: "I recognize—we all recognize—how important petrol is in trade and industry, and how hampering any restriction on its use must necessarily be," said Sir Harry. "But, on the other hand, there is no need for me to emphasize the importance of conserving foreign exchange, especially dollars, when every dollar available is required for the purchase of munitions and materials of all kinds for the defence of these hard-beset people of Great Britain and, of course, the defence of Great Britain means the defence of New Zealand; but I often hear the question asked, can we not avoid the use of foreign exchange and obviate the need for such strict economy by buying from the Dutch East Indies?: [699, 422, 828, 565]
- rationing-headline: RATIONING MAY BE REVISED: [699, 38, 828, 98]
- hosiery-item: CHARM Bonds Charm. Pure silk; full fashioned. 9/11 per Pair.: [10, 450, 126, 467]
- personal-paragraph: Mr H. J. Grayson, of Dunedin, assistant general manager of the Standard Insurance Co., Ltd., who has been visiting Invercargill, returned to Dunedin yesterday afternoon.: [561, 349, 690, 383]
- cumming-name: R. J. CUMMING,: [318, 1254, 381, 1264]
- denham-paragraph: "Although the restricted mail collection has similarly affected other towns throughout New Zealand, they are putting up with the inconvenience without complaint.: [837, 372, 966, 407]
- young-name: H. S. YOUNG, LTD.: [314, 621, 385, 631]
- rings-text: THERE is no guessing here, for years of Specialized knowledge enables YOU to secure the very best QUALITY and DESIGNS at the minimum of outlay.: [135, 1419, 276, 1454]
- clock-ad: CHROMIUM CLOCKS, suitable for sitting room or bedroom, with or without alarm. 12/-, 35/-, 38/6, 42/-, 45/-, 49/6 each: [10, 108, 126, 142]
- press-credit: (United Press Association): [1004, 524, 1075, 532]
- wachner-heading-2: ABRAHAM WACHNER,: [156, 1216, 255, 1227]
- footwear-line: NAVY PEG COURTS, round toes—24/6.: [141, 805, 259, 814]
- rationing-text: WELLINGTON, September 18. "On the attainment of a petrol reserve of certain quantity in New Zealand the petrol rationing policy will be completely reviewed," said the Minister of Supply (the Hon. D. G. Sullivan) at the motor trade conference dinner tonight. He told the gathering the quantity of petrol in the country and the reserve that was the Government's aim, but asked that the figures be not published. He assured his hearers that the sacrifices the rationing had caused the trade to make were necessary and to the advantage of New Zealand.: [699, 159, 828, 269]
- barometer-row: [975, 909, 1104, 917]
- death-notice: HALDANE.—At Invercargill, on Tuesday, September 17, 1940, William, beloved husband of Martha Haldane; in his 76th year. The Funeral will leave his late residence, Hagans, at 2 p.m. on Thursday, the 19th, for the Hagans Cemetery. Friends please accept this (the only) intimation.—Macdonald and Weston, Funeral Directors.: [285, 346, 414, 414]
- unsuitable-headline: "UNSUITABLE ITEMS" BROADCAST: [711, 816, 816, 838]
- footwear-line: We specially cater for Young People. Little Children's GYM SHOES; 4 x 6 —1/- Pair.: [135, 731, 276, 749]
- drivers-text: AUCKLAND, September 18. The Arbitration Court today declined to make an order excluding drivers and assistants employed in goods transport services under the Transport Licensing Act from the operation of the general order of August 9 increasing wages by 5 per cent.: [561, 1279, 690, 1338]
- column-6: [695, 36, 833, 1536]
- mails-subhead: MAILS FOR FORCES IN EGYPT: [565, 854, 686, 864]
- casual-rates: CASUAL ADVERTISEMENTS, 5/- per inch.: [10, 854, 126, 872]
- prayer-headline: TO OPEN WITH LORD'S PRAYER: [846, 930, 957, 952]
- drivers-headline: DRIVERS DECLINED EXCLUSION: [577, 1224, 674, 1246]
- thanks-heading: THANKS: [332, 709, 367, 719]
- review-subhead: REVIEW WHEN RESERVE IS SUFFICIENT: [708, 127, 819, 146]
- column-3: [281, 36, 419, 1536]
- press-credit: (United Press Association): [728, 324, 799, 332]
- page-number: 6: [10, 8, 18, 25]
- footwear-line: CRICKET BOOTS—19/6, 22/6.: [141, 374, 233, 383]
- denham-paragraph: "We all know that the general public is put to some inconvenience through the department cutting out the night clearance of mail boxes," he said. "I have discussed the matter fully with the Postmaster-General (the Hon. P. C. Webb) and with the Director-General of the Post and Telegraph Department (Mr J. G. Young) on at least two occasions, and I urged the restoration of the night clearance in Invercargill. The Minister, however, decided on a compromise, and had mail boxes placed on tram-cars at certain hours during the evening.: [837, 182, 966, 291]
- hosiery-item: LADY JANE Service weight Pure Silk Hose; full fashioned. 7/11 per Pair.: [10, 402, 126, 419]
- death-notice: MACKAY.—At Invercargill, on Tuesday, 17th September, 1940, Ailsa Jean, beloved eldest daughter of Graham and Mafeking Mackay, Glencoe; aged 15 years. The Funeral will leave her parents' residence, Glencoe, on Thursday, 19th September, 1940, at 1 p.m. for the Eastern Cemetery. Friends please accept this (the only) intimation.—Fraser & Son, Funeral Directors.: [285, 416, 414, 493]
- court-martial-paragraph: The three men were jointly charged with using violence to their superior officer, with creating disorder to the prejudice of good order and military discipline, striking a person in whose custody they were placed, and committing a civil offence, assault.: [975, 292, 1104, 343]
- thanks-notice: MRS C. PASCOE and MRS SWINNEY desire to express their sincere thanks to relatives and friends for their kind expressions of sympathy in their recent sad bereavement, also for the beautiful floral tributes, cards, letters and telegrams received.: [285, 783, 414, 834]
- from-label: FROM: [58, 49, 78, 57]
- footwear-line: Size 6 MEN'S GYM SHOES—1/- Pair.: [141, 468, 252, 477]
- delegates-subhead: DELEGATES TO NEWSPAPER CONFERENCE: [982, 376, 1097, 396]
- page-title: THE SOUTHLAND TIMES, THURSDAY, SEPTEMBER 19, 1940: [318, 9, 796, 25]
- try-reeves: TRY— REEVES': [322, 1126, 377, 1135]
- columns: [6, 36, 1108, 1576]
- court-martial-paragraph: Aircraftman (first class) R. G. Walker was sentenced to 30 days' imprisonment without hard labour and was ordered to be dismissed from His Majesty's service with ignominy.: [975, 210, 1104, 245]
- furnishing-ad: See the range of PARCHMENT LAMP SHADES, TABLE LAMPS AND FIRE SCREENS in our NEW FURNISHING DEPARTMENT.: [12, 637, 124, 671]
- fur-line: 25 each Sets to Select From.: [141, 1280, 221, 1289]
- footwear-list-4: [135, 547, 276, 1213]
- court-martial-text: [975, 157, 1104, 343]
- footwear-line: MEN'S LEATHER SLIPPERS—9/6 to 16/6.: [141, 601, 267, 610]
- maoris-text: WELLINGTON, September 18. That the Maori race is making sacrifices for the prosecution of the war effort was further evidenced by the recent donation to the Government by the Tuwharetoa Trust Board on behalf of the Ngati-Tuwharetoa tribe of £150 as a gift and £500 as an interest-free loan for the duration of the war.: [975, 534, 1104, 602]
- send-men: Send Your Men for their Pair.: [161, 397, 250, 406]
- gloves-item: LADIES' 2-Dome Brown NAPPA GLOVES. Special Price 3/11 per Pair.: [10, 489, 126, 507]
- shortage-subhead: SHORTAGE IN DOMINION: [851, 440, 952, 450]
- florist-box: [285, 83, 414, 168]
- column-5: [557, 36, 695, 1536]
- footwear-line: 22/6 Pair—BROWN GLACE, 3 hole Instep Tie, Cuban Heel Shoes.: [135, 1097, 276, 1114]
- barometer-row: [975, 926, 1104, 934]
- footwear-line: Flexible Navy, Flexible Black, Flexible Brown SHOES—32/6 Pair.: [135, 1077, 276, 1094]
- editorial-dateline: THURSDAY, SEPTEMBER 19, 1940.: [423, 107, 552, 119]
- protest-subhead: PROTEST AGAINST "CRIME THRILLERS": [708, 838, 819, 858]
- footwear-line: Size 9 MEN'S Black Sole GYM SHOES; heavy weight—6/9 Pair.: [135, 244, 276, 261]
- artistic-text: ARTISTIC FLORAL DESIGNS BEAUTY AND CHARM From: [288, 657, 411, 675]
- barometer-readings: [975, 909, 1104, 934]
- prime-subhead: PRIME MINISTER SENDS CONGRATULATIONS: [853, 755, 950, 775]
- personal-items: [561, 160, 690, 820]
- fur-line: £4/4/- SABLE SKUNKE SWIVEL FUR STOLE.: [135, 1260, 276, 1277]
- footwear-line: FULL KIP SHOOTER BOOTS—24/6, 27/6. Sizes 6 x 12 men's. Reliable boots.: [135, 263, 276, 281]
- footwear-line: Size 4 to Size 12 in all MEN'S FOOT-WEAR in stock.: [135, 1128, 276, 1145]
- whitcombe-name: WHITCOMBE & TOMBS, LTD.: [15, 60, 121, 81]
- telegraph-heading: We Telegraph Flowers: [306, 86, 393, 97]
- footwear-line: GREY SUEDE or GREY GLACE COURTS—32/6.: [135, 816, 276, 834]
- wachner-heading-3: ABRAHAM WACHNER'S: [136, 1355, 275, 1370]
- produce-item: All varieties Dessert and Cooking APPLES.: [285, 1010, 414, 1027]
- harrow-ad: FARMERS—Something new. Inspect the new FERTILITY HARROW at our Machinery Dept. The best all round grassland renovator, manure spreader and general purpose harrow on the market. Prices 6ft. £12/10/-, 10ft. £16/10/-—WRIGHT, STEPHENSON & CO., LTD., Agents.: [135, 1525, 276, 1576]
- footwear-line: 12/6, 3 pairs for 22/6—LADIES' OR MEN'S SANDALS, any size; only 2 pairs.: [135, 71, 276, 89]
- special-credit: (Special to The Times): [1010, 771, 1069, 779]
- exchange-paragraph: WELLINGTON, September 18. "The more the people of New Zealand deny themselves the use of petrol the greater their contribution to the common war effort," said Sir Harry Batterbee, United Kingdom High Commissioner in New Zealand, at the New Zealand Motor Trade Federation dinner tonight in explaining that the purchase of petrol in the Netherlands East Indies was making an inroad on the dollar exchange.: [699, 335, 828, 419]
- vegetable-item: CELERY.: [291, 1050, 319, 1058]
- trentham-text: WELLINGTON, September 18. Newspaper proprietors, managers and editors from many parts of New Zealand attending the half-yearly conference in Wellington of the Newspaper Proprietors' Association today paid a visit of inspection to the Army School of Instruction at the Trentham camp.: [975, 409, 1104, 468]
- notice-heading: NOTICE: [333, 36, 366, 45]
